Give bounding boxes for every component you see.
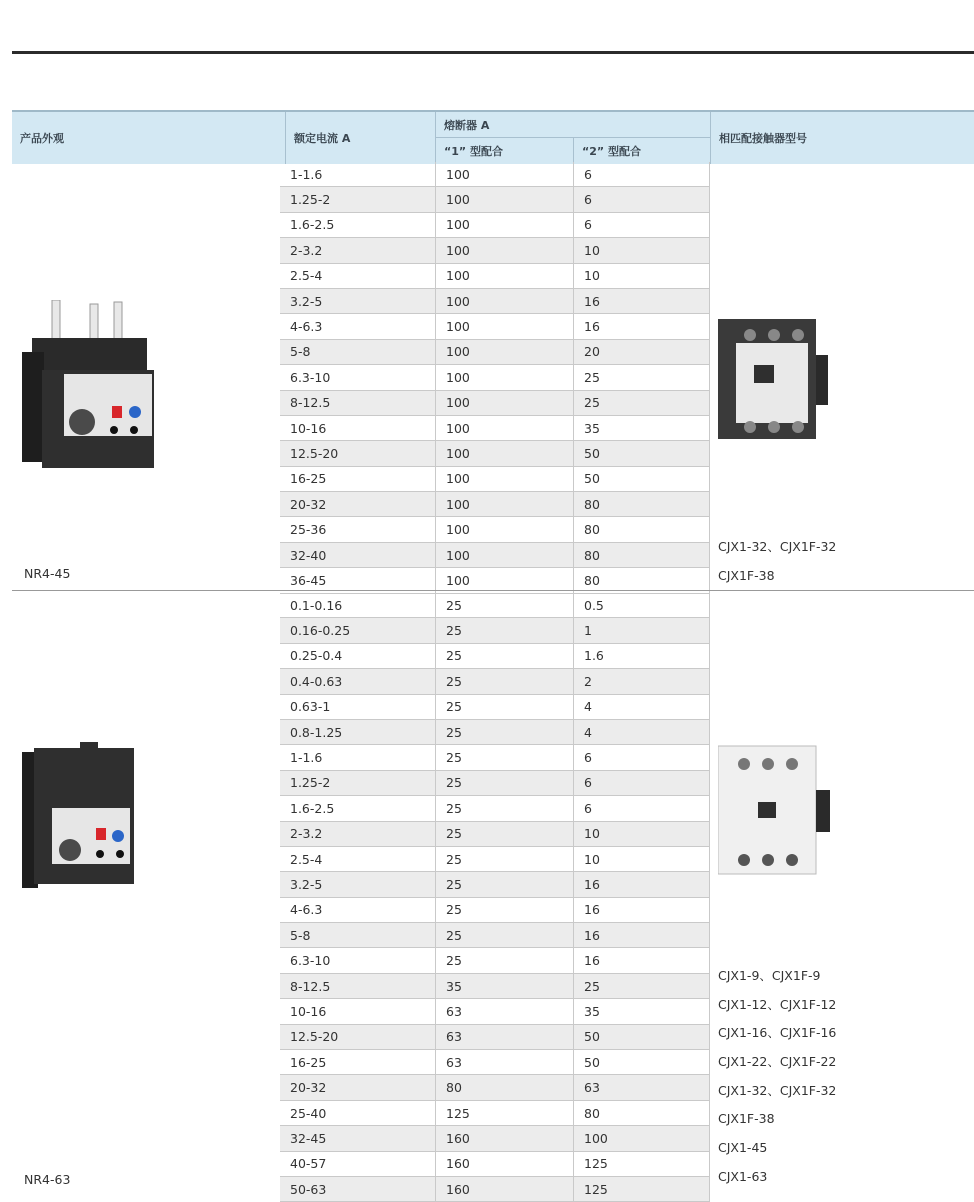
table-row xyxy=(280,517,710,542)
table-row xyxy=(280,492,710,517)
rated-current-cell: 2.5-4 xyxy=(290,268,323,284)
type1-fuse-cell: 25 xyxy=(435,593,573,617)
table-row xyxy=(280,1101,710,1126)
type2-fuse-cell: 16 xyxy=(573,923,710,947)
table-row xyxy=(280,264,710,289)
type1-fuse-cell: 100 xyxy=(435,340,573,364)
type2-fuse-cell: 50 xyxy=(573,1050,710,1074)
type2-fuse-cell: 80 xyxy=(573,568,710,592)
type2-fuse-cell: 6 xyxy=(573,162,710,186)
type1-fuse-cell: 100 xyxy=(435,391,573,415)
type2-fuse-cell: 6 xyxy=(573,187,710,211)
contactor-model: CJX1-12、CJX1F-12 xyxy=(718,996,837,1012)
type2-fuse-cell: 20 xyxy=(573,340,710,364)
table-row xyxy=(280,365,710,390)
type1-fuse-cell: 25 xyxy=(435,618,573,642)
rated-current-cell: 5-8 xyxy=(290,927,311,943)
rated-current-cell: 1-1.6 xyxy=(290,166,323,182)
table-row xyxy=(280,340,710,365)
rated-current-cell: 0.4-0.63 xyxy=(290,673,343,689)
type1-fuse-cell: 25 xyxy=(435,822,573,846)
table-row xyxy=(280,999,710,1024)
type2-fuse-cell: 10 xyxy=(573,238,710,262)
contactor-list-nr4-63 xyxy=(718,962,836,1192)
table-row xyxy=(280,187,710,212)
type1-fuse-cell: 100 xyxy=(435,492,573,516)
rated-current-cell: 0.25-0.4 xyxy=(290,648,343,664)
table-row xyxy=(280,974,710,999)
type1-fuse-cell: 100 xyxy=(435,162,573,186)
table-row xyxy=(280,162,710,187)
table-row xyxy=(280,467,710,492)
type1-fuse-cell: 25 xyxy=(435,948,573,972)
type2-fuse-cell: 25 xyxy=(573,974,710,998)
header-type1: “1” 型配合 xyxy=(435,138,573,164)
rated-current-cell: 6.3-10 xyxy=(290,369,331,385)
type1-fuse-cell: 100 xyxy=(435,441,573,465)
table-row xyxy=(280,720,710,745)
type2-fuse-cell: 25 xyxy=(573,365,710,389)
rated-current-cell: 3.2-5 xyxy=(290,293,323,309)
header-contactor: 相匹配接触器型号 xyxy=(710,112,974,164)
contactor-model: CJX1-22、CJX1F-22 xyxy=(718,1054,837,1070)
contactor-list-nr4-45 xyxy=(718,533,836,590)
contactor-model: CJX1F-38 xyxy=(718,1111,775,1127)
table-row xyxy=(280,1025,710,1050)
type1-fuse-cell: 25 xyxy=(435,720,573,744)
type1-fuse-cell: 25 xyxy=(435,669,573,693)
nr4-63-relay-image xyxy=(22,742,137,890)
rated-current-cell: 20-32 xyxy=(290,1080,327,1096)
type1-fuse-cell: 100 xyxy=(435,213,573,237)
rated-current-cell: 20-32 xyxy=(290,496,327,512)
table-row xyxy=(280,796,710,821)
type2-fuse-cell: 50 xyxy=(573,441,710,465)
type1-fuse-cell: 160 xyxy=(435,1177,573,1201)
type1-fuse-cell: 35 xyxy=(435,974,573,998)
contactor-model: CJX1-32、CJX1F-32 xyxy=(718,1082,837,1098)
rated-current-cell: 1.25-2 xyxy=(290,775,331,791)
nr4-45-relay-image xyxy=(22,300,157,472)
table-row xyxy=(280,1177,710,1202)
rated-current-cell: 16-25 xyxy=(290,471,327,487)
product-model: NR4-63 xyxy=(24,1172,71,1187)
table-row xyxy=(280,543,710,568)
contactor-model: CJX1-16、CJX1F-16 xyxy=(718,1025,837,1041)
type2-fuse-cell: 80 xyxy=(573,517,710,541)
rated-current-cell: 25-40 xyxy=(290,1105,327,1121)
type1-fuse-cell: 100 xyxy=(435,517,573,541)
table-row xyxy=(280,872,710,897)
rated-current-cell: 0.8-1.25 xyxy=(290,724,343,740)
type1-fuse-cell: 25 xyxy=(435,923,573,947)
rated-current-cell: 1.6-2.5 xyxy=(290,800,335,816)
contactor-model: CJX1F-38 xyxy=(718,567,775,583)
type1-fuse-cell: 25 xyxy=(435,745,573,769)
type2-fuse-cell: 25 xyxy=(573,391,710,415)
type2-fuse-cell: 6 xyxy=(573,796,710,820)
contactor-model: CJX1-63 xyxy=(718,1168,768,1184)
rated-current-cell: 5-8 xyxy=(290,344,311,360)
rated-current-cell: 0.16-0.25 xyxy=(290,623,351,639)
header-fuse: 熔断器 A xyxy=(435,112,710,138)
type1-fuse-cell: 100 xyxy=(435,467,573,491)
cjx1-contactor-image xyxy=(718,742,830,878)
rated-current-cell: 6.3-10 xyxy=(290,953,331,969)
rated-current-cell: 1.25-2 xyxy=(290,192,331,208)
type2-fuse-cell: 4 xyxy=(573,720,710,744)
type1-fuse-cell: 25 xyxy=(435,695,573,719)
rated-current-cell: 2-3.2 xyxy=(290,242,323,258)
type2-fuse-cell: 35 xyxy=(573,999,710,1023)
table-section-nr4-45 xyxy=(280,162,710,594)
type2-fuse-cell: 4 xyxy=(573,695,710,719)
type1-fuse-cell: 100 xyxy=(435,314,573,338)
type2-fuse-cell: 0.5 xyxy=(573,593,710,617)
type1-fuse-cell: 160 xyxy=(435,1152,573,1176)
type1-fuse-cell: 100 xyxy=(435,543,573,567)
table-row xyxy=(280,847,710,872)
type1-fuse-cell: 25 xyxy=(435,796,573,820)
rated-current-cell: 1.6-2.5 xyxy=(290,217,335,233)
rated-current-cell: 36-45 xyxy=(290,572,327,588)
rated-current-cell: 0.63-1 xyxy=(290,699,331,715)
table-row xyxy=(280,1126,710,1151)
rated-current-cell: 50-63 xyxy=(290,1181,327,1197)
type1-fuse-cell: 100 xyxy=(435,365,573,389)
table-row xyxy=(280,618,710,643)
type1-fuse-cell: 100 xyxy=(435,187,573,211)
rated-current-cell: 12.5-20 xyxy=(290,1029,339,1045)
type1-fuse-cell: 100 xyxy=(435,264,573,288)
contactor-model: CJX1-32、CJX1F-32 xyxy=(718,539,837,554)
type1-fuse-cell: 25 xyxy=(435,847,573,871)
type1-fuse-cell: 63 xyxy=(435,1050,573,1074)
header-type2: “2” 型配合 xyxy=(573,138,710,164)
product-model: NR4-45 xyxy=(24,566,71,581)
table-row xyxy=(280,1050,710,1075)
type2-fuse-cell: 80 xyxy=(573,492,710,516)
cjx1-32-contactor-image xyxy=(718,315,828,443)
table-row xyxy=(280,416,710,441)
rated-current-cell: 32-45 xyxy=(290,1130,327,1146)
rated-current-cell: 10-16 xyxy=(290,420,327,436)
type1-fuse-cell: 63 xyxy=(435,1025,573,1049)
header-product: 产品外观 xyxy=(20,132,64,145)
table-row xyxy=(280,1152,710,1177)
table-header xyxy=(12,110,974,164)
rated-current-cell: 12.5-20 xyxy=(290,445,339,461)
table-row xyxy=(280,745,710,770)
table-row xyxy=(280,923,710,948)
type2-fuse-cell: 16 xyxy=(573,898,710,922)
rated-current-cell: 4-6.3 xyxy=(290,902,323,918)
type1-fuse-cell: 25 xyxy=(435,898,573,922)
type2-fuse-cell: 16 xyxy=(573,872,710,896)
type2-fuse-cell: 6 xyxy=(573,213,710,237)
header-rated-current: 额定电流 A xyxy=(285,112,435,164)
type2-fuse-cell: 125 xyxy=(573,1177,710,1201)
type2-fuse-cell: 16 xyxy=(573,314,710,338)
type2-fuse-cell: 100 xyxy=(573,1126,710,1150)
rated-current-cell: 3.2-5 xyxy=(290,876,323,892)
rated-current-cell: 8-12.5 xyxy=(290,395,331,411)
table-row xyxy=(280,441,710,466)
rated-current-cell: 4-6.3 xyxy=(290,319,323,335)
rated-current-cell: 16-25 xyxy=(290,1054,327,1070)
type1-fuse-cell: 80 xyxy=(435,1075,573,1099)
contactor-model: CJX1-45 xyxy=(718,1140,768,1156)
table-row xyxy=(280,1075,710,1100)
rated-current-cell: 10-16 xyxy=(290,1003,327,1019)
type2-fuse-cell: 16 xyxy=(573,289,710,313)
table-row xyxy=(280,771,710,796)
table-row xyxy=(280,238,710,263)
table-row xyxy=(280,948,710,973)
table-row xyxy=(280,822,710,847)
rated-current-cell: 2-3.2 xyxy=(290,826,323,842)
table-row xyxy=(280,289,710,314)
table-row xyxy=(280,669,710,694)
type1-fuse-cell: 25 xyxy=(435,771,573,795)
type1-fuse-cell: 100 xyxy=(435,289,573,313)
top-divider xyxy=(12,51,974,54)
type2-fuse-cell: 50 xyxy=(573,467,710,491)
type1-fuse-cell: 125 xyxy=(435,1101,573,1125)
rated-current-cell: 40-57 xyxy=(290,1156,327,1172)
type2-fuse-cell: 6 xyxy=(573,745,710,769)
type2-fuse-cell: 10 xyxy=(573,264,710,288)
type2-fuse-cell: 80 xyxy=(573,543,710,567)
rated-current-cell: 25-36 xyxy=(290,522,327,538)
type2-fuse-cell: 125 xyxy=(573,1152,710,1176)
type2-fuse-cell: 80 xyxy=(573,1101,710,1125)
type1-fuse-cell: 100 xyxy=(435,416,573,440)
table-row xyxy=(280,695,710,720)
table-row xyxy=(280,898,710,923)
type2-fuse-cell: 16 xyxy=(573,948,710,972)
table-row xyxy=(280,314,710,339)
type1-fuse-cell: 63 xyxy=(435,999,573,1023)
type2-fuse-cell: 2 xyxy=(573,669,710,693)
rated-current-cell: 0.1-0.16 xyxy=(290,597,343,613)
table-row xyxy=(280,593,710,618)
rated-current-cell: 32-40 xyxy=(290,547,327,563)
rated-current-cell: 1-1.6 xyxy=(290,750,323,766)
type2-fuse-cell: 6 xyxy=(573,771,710,795)
type2-fuse-cell: 10 xyxy=(573,847,710,871)
type1-fuse-cell: 100 xyxy=(435,568,573,592)
table-section-nr4-63 xyxy=(280,593,710,1202)
table-row xyxy=(280,391,710,416)
type2-fuse-cell: 63 xyxy=(573,1075,710,1099)
type1-fuse-cell: 25 xyxy=(435,644,573,668)
type2-fuse-cell: 10 xyxy=(573,822,710,846)
contactor-model: CJX1-9、CJX1F-9 xyxy=(718,968,821,983)
table-row xyxy=(280,213,710,238)
type2-fuse-cell: 1 xyxy=(573,618,710,642)
type2-fuse-cell: 50 xyxy=(573,1025,710,1049)
type2-fuse-cell: 35 xyxy=(573,416,710,440)
rated-current-cell: 8-12.5 xyxy=(290,978,331,994)
type2-fuse-cell: 1.6 xyxy=(573,644,710,668)
type1-fuse-cell: 25 xyxy=(435,872,573,896)
type1-fuse-cell: 100 xyxy=(435,238,573,262)
type1-fuse-cell: 160 xyxy=(435,1126,573,1150)
rated-current-cell: 2.5-4 xyxy=(290,851,323,867)
corner-accent xyxy=(960,0,974,8)
table-row xyxy=(280,644,710,669)
